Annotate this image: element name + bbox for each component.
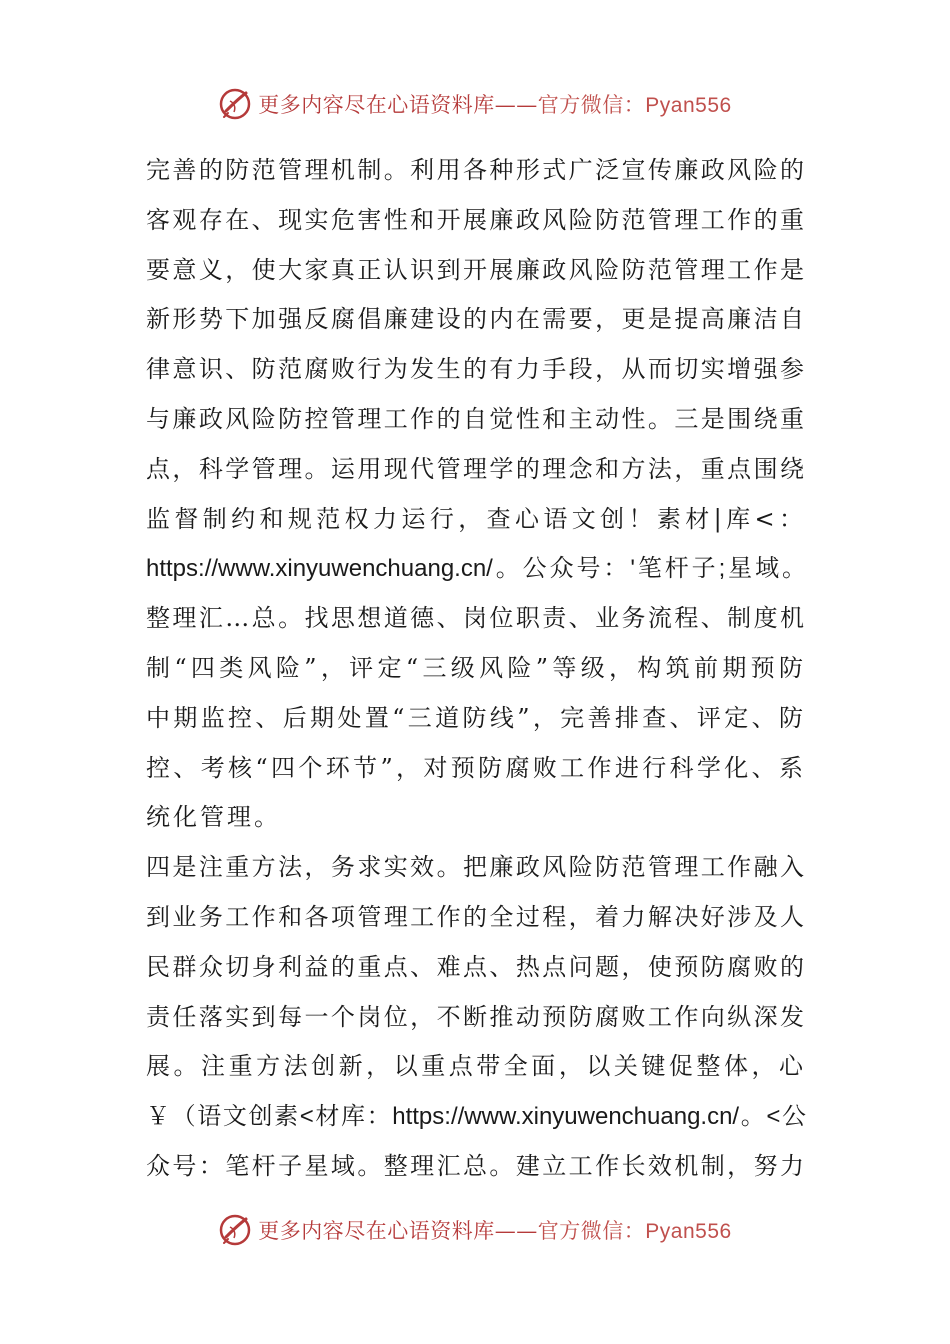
header-banner (0, 84, 950, 124)
header-banner-text (258, 89, 731, 119)
footer-banner-text (258, 1215, 731, 1245)
footer-separator: —— (494, 1219, 538, 1243)
body-line: 完善的防范管理机制。利用各种形式广泛宣传廉政风险的 (146, 156, 806, 184)
body-line: 新形势下加强反腐倡廉建设的内在需要，更是提高廉洁自 (146, 305, 806, 334)
body-line: 客观存在、现实危害性和开展廉政风险防范管理工作的重 (146, 205, 806, 234)
body-line: 四是注重方法，务求实效。把廉政风险防范管理工作融入 (146, 853, 806, 882)
document-body (146, 146, 806, 1192)
body-line: 中期监控、后期处置“三道防线”，完善排查、评定、防 (146, 703, 806, 732)
body-line: 与廉政风险防控管理工作的自觉性和主动性。三是围绕重 (146, 404, 806, 433)
header-separator: —— (494, 93, 538, 117)
footer-banner (0, 1210, 950, 1250)
body-line: 责任落实到每一个岗位，不断推动预防腐败工作向纵深发 (146, 1002, 806, 1031)
body-line: 民群众切身利益的重点、难点、热点问题，使预防腐败的 (146, 952, 806, 981)
body-line: 统化管理。 (146, 803, 281, 832)
body-line: 众号：笔杆子星域。整理汇总。建立工作长效机制，努力 (146, 1151, 806, 1180)
body-line: 点，科学管理。运用现代管理学的理念和方法，重点围绕 (146, 454, 806, 483)
body-line-url: https://www.xinyuwenchuang.cn/。公众号：'笔杆子;星域。 (146, 555, 806, 583)
pen-logo-icon (218, 1213, 252, 1247)
body-line: 律意识、防范腐败行为发生的有力手段，从而切实增强参 (146, 355, 806, 384)
body-line: 整理汇…总。找思想道德、岗位职责、业务流程、制度机 (146, 604, 806, 633)
header-wechat-text: 官方微信：Pyan556 (537, 94, 732, 117)
body-line: 控、考核“四个环节”，对预防腐败工作进行科学化、系 (146, 753, 806, 782)
body-line: 展。注重方法创新，以重点带全面，以关键促整体，心 (146, 1052, 806, 1081)
pen-logo-icon (218, 87, 252, 121)
body-line: 要意义，使大家真正认识到开展廉政风险防范管理工作是 (146, 255, 806, 284)
body-line: 制“四类风险”，评定“三级风险”等级，构筑前期预防 (146, 653, 806, 682)
footer-wechat-text: 官方微信：Pyan556 (537, 1220, 732, 1243)
header-site-text: 更多内容尽在心语资料库 (258, 93, 495, 117)
footer-site-text: 更多内容尽在心语资料库 (258, 1219, 495, 1243)
body-line-url: ￥（语文创素<材库：https://www.xinyuwenchuang.cn/。<公 (146, 1103, 806, 1131)
body-line: 监督制约和规范权力运行，查心语文创！素材|库<： (146, 504, 806, 533)
body-line: 到业务工作和各项管理工作的全过程，着力解决好涉及人 (146, 902, 806, 931)
